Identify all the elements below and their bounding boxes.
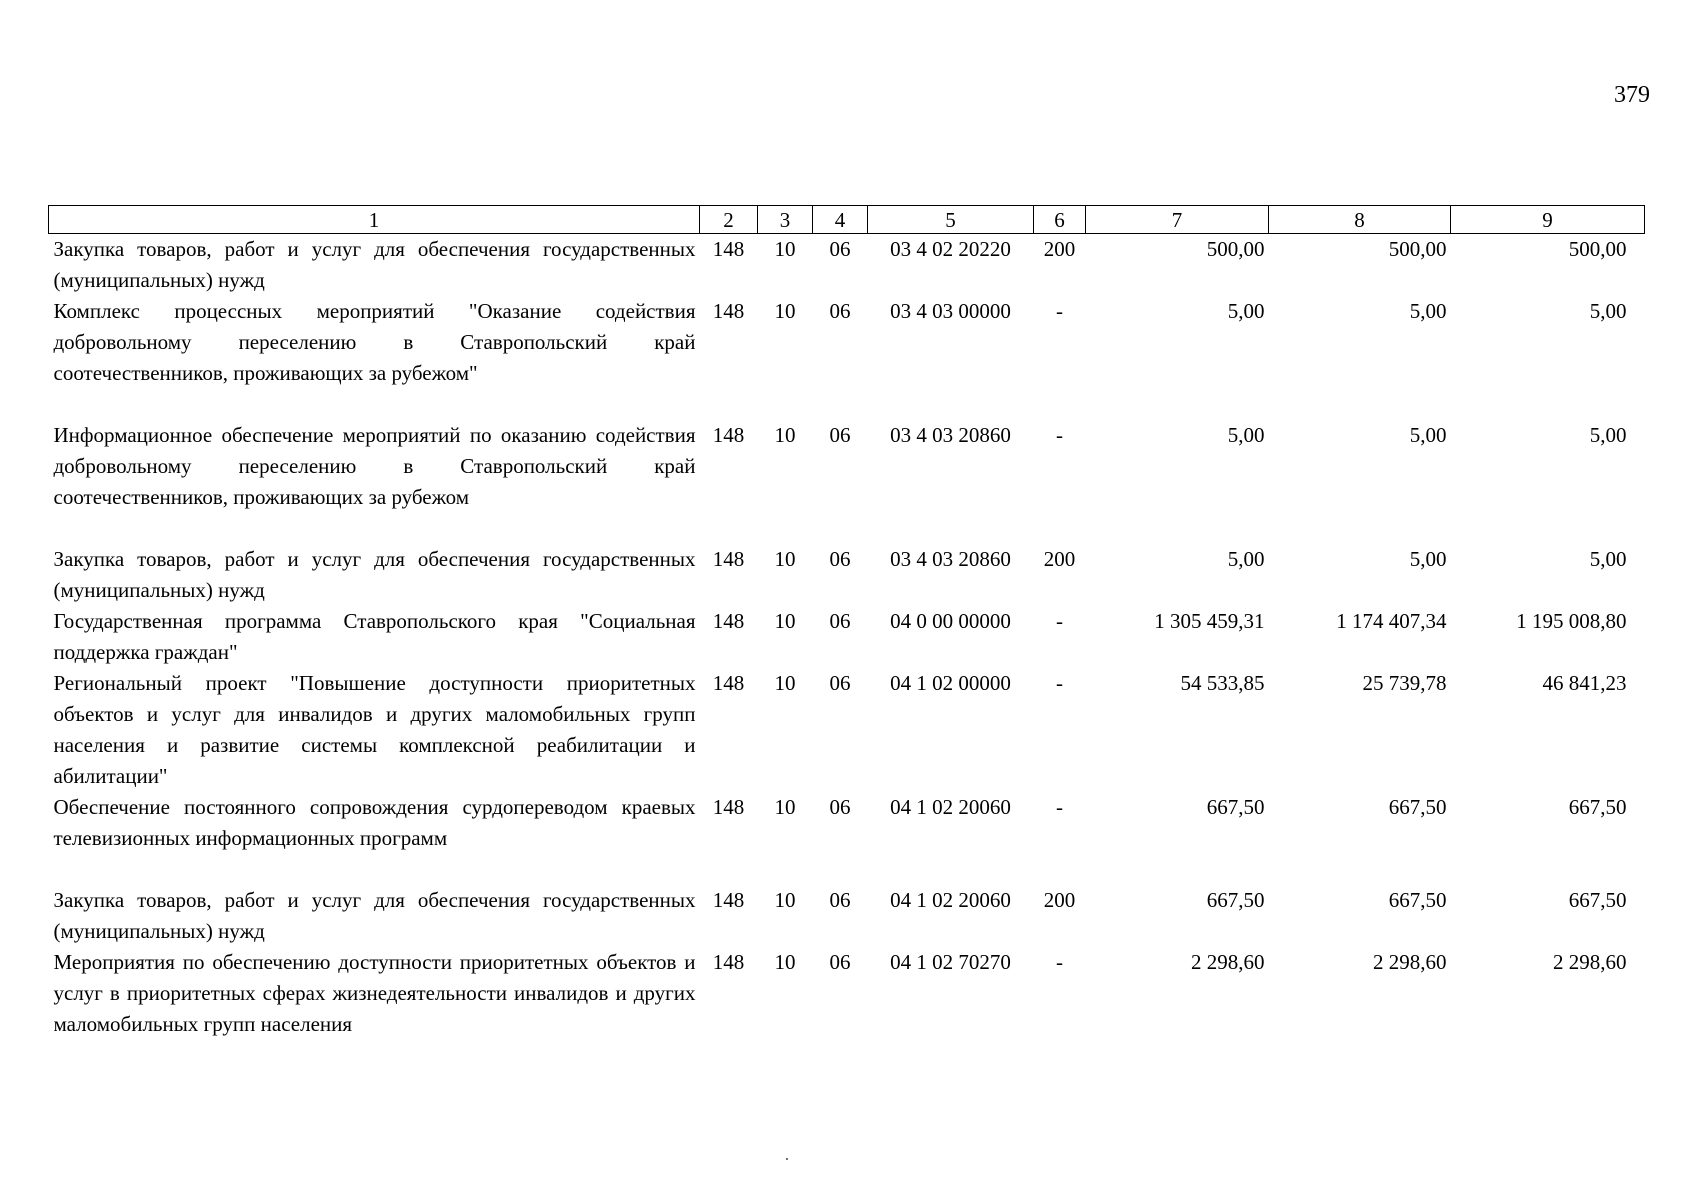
row-name-cell: Комплекс процессных мероприятий "Оказание содействия добровольному переселению в Ставропольский край соотечественников, проживающих за рубежом": [53, 299, 696, 385]
ministry-code-cell: 148: [712, 671, 745, 695]
row-name-cell: Закупка товаров, работ и услуг для обеспечения государственных (муниципальных) нужд: [53, 237, 696, 292]
column-number-header: 9: [1451, 206, 1645, 234]
column-number-header: 8: [1269, 206, 1451, 234]
table-row: [49, 792, 1645, 885]
subsection-code-cell: 06: [829, 795, 851, 819]
column-number-header: 1: [49, 206, 700, 234]
table-row: [49, 234, 1645, 297]
amount-cell: 500,00: [1568, 237, 1627, 261]
section-code-cell: 10: [774, 671, 796, 695]
target-article-cell: 04 0 00 00000: [890, 609, 1011, 633]
page-number: 379: [1614, 82, 1650, 108]
expense-type-cell: 200: [1043, 237, 1076, 261]
amount-cell: 667,50: [1568, 888, 1627, 912]
table-row: [49, 885, 1645, 947]
expense-type-cell: 200: [1043, 547, 1076, 571]
amount-cell: 1 174 407,34: [1336, 609, 1447, 633]
column-number-row: [49, 206, 1645, 234]
scan-speck: [786, 1158, 788, 1160]
amount-cell: 5,00: [1409, 299, 1447, 323]
amount-cell: 1 195 008,80: [1516, 609, 1627, 633]
ministry-code-cell: 148: [712, 299, 745, 323]
ministry-code-cell: 148: [712, 888, 745, 912]
amount-cell: 25 739,78: [1362, 671, 1447, 695]
amount-cell: 667,50: [1206, 795, 1265, 819]
column-number-header: 3: [758, 206, 813, 234]
amount-cell: 5,00: [1227, 547, 1265, 571]
subsection-code-cell: 06: [829, 888, 851, 912]
target-article-cell: 03 4 03 00000: [890, 299, 1011, 323]
section-code-cell: 10: [774, 950, 796, 974]
target-article-cell: 04 1 02 20060: [890, 795, 1011, 819]
amount-cell: 5,00: [1227, 299, 1265, 323]
section-code-cell: 10: [774, 237, 796, 261]
row-name-cell: Закупка товаров, работ и услуг для обеспечения государственных (муниципальных) нужд: [53, 547, 696, 602]
amount-cell: 667,50: [1388, 795, 1447, 819]
amount-cell: 5,00: [1409, 547, 1447, 571]
target-article-cell: 03 4 03 20860: [890, 423, 1011, 447]
amount-cell: 667,50: [1388, 888, 1447, 912]
table-row: [49, 606, 1645, 668]
section-code-cell: 10: [774, 547, 796, 571]
expense-type-cell: -: [1056, 671, 1063, 695]
row-name-cell: Мероприятия по обеспечению доступности приоритетных объектов и услуг в приоритетных сферах жизнедеятельности инвалидов и других маломобильных групп населения: [53, 950, 696, 1036]
table-row: [49, 947, 1645, 1040]
column-number-header: 2: [700, 206, 758, 234]
section-code-cell: 10: [774, 609, 796, 633]
section-code-cell: 10: [774, 423, 796, 447]
amount-cell: 54 533,85: [1180, 671, 1265, 695]
amount-cell: 2 298,60: [1553, 950, 1627, 974]
subsection-code-cell: 06: [829, 237, 851, 261]
amount-cell: 5,00: [1589, 547, 1627, 571]
ministry-code-cell: 148: [712, 609, 745, 633]
subsection-code-cell: 06: [829, 547, 851, 571]
expense-type-cell: 200: [1043, 888, 1076, 912]
target-article-cell: 04 1 02 70270: [890, 950, 1011, 974]
expense-type-cell: -: [1056, 423, 1063, 447]
table-row: [49, 668, 1645, 792]
amount-cell: 2 298,60: [1191, 950, 1265, 974]
amount-cell: 667,50: [1206, 888, 1265, 912]
table-row: [49, 544, 1645, 606]
row-name-cell: Региональный проект "Повышение доступности приоритетных объектов и услуг для инвалидов и других маломобильных групп населения и развитие системы комплексной реабилитации и абилитации": [53, 671, 696, 788]
subsection-code-cell: 06: [829, 299, 851, 323]
amount-cell: 5,00: [1589, 299, 1627, 323]
row-name-cell: Обеспечение постоянного сопровождения сурдопереводом краевых телевизионных информационных программ: [53, 795, 696, 850]
ministry-code-cell: 148: [712, 237, 745, 261]
ministry-code-cell: 148: [712, 950, 745, 974]
expense-type-cell: -: [1056, 795, 1063, 819]
ministry-code-cell: 148: [712, 547, 745, 571]
row-name-cell: Государственная программа Ставропольского края "Социальная поддержка граждан": [53, 609, 696, 664]
column-number-header: 6: [1034, 206, 1086, 234]
amount-cell: 1 305 459,31: [1154, 609, 1265, 633]
row-name-cell: Закупка товаров, работ и услуг для обеспечения государственных (муниципальных) нужд: [53, 888, 696, 943]
amount-cell: 500,00: [1388, 237, 1447, 261]
ministry-code-cell: 148: [712, 423, 745, 447]
target-article-cell: 03 4 02 20220: [890, 237, 1011, 261]
section-code-cell: 10: [774, 888, 796, 912]
table-row: [49, 296, 1645, 420]
amount-cell: 500,00: [1206, 237, 1265, 261]
target-article-cell: 04 1 02 00000: [890, 671, 1011, 695]
table-row: [49, 420, 1645, 544]
amount-cell: 2 298,60: [1373, 950, 1447, 974]
section-code-cell: 10: [774, 795, 796, 819]
expense-type-cell: -: [1056, 609, 1063, 633]
amount-cell: 46 841,23: [1542, 671, 1627, 695]
target-article-cell: 03 4 03 20860: [890, 547, 1011, 571]
expense-type-cell: -: [1056, 299, 1063, 323]
section-code-cell: 10: [774, 299, 796, 323]
amount-cell: 667,50: [1568, 795, 1627, 819]
amount-cell: 5,00: [1589, 423, 1627, 447]
expense-type-cell: -: [1056, 950, 1063, 974]
subsection-code-cell: 06: [829, 671, 851, 695]
amount-cell: 5,00: [1227, 423, 1265, 447]
target-article-cell: 04 1 02 20060: [890, 888, 1011, 912]
column-number-header: 7: [1086, 206, 1269, 234]
subsection-code-cell: 06: [829, 609, 851, 633]
subsection-code-cell: 06: [829, 950, 851, 974]
row-name-cell: Информационное обеспечение мероприятий по оказанию содействия добровольному переселению в Ставропольский край соотечественников, проживающих за рубежом: [53, 423, 696, 509]
subsection-code-cell: 06: [829, 423, 851, 447]
column-number-header: 4: [813, 206, 868, 234]
table-body: [49, 234, 1645, 1041]
budget-table: [48, 205, 1645, 1040]
amount-cell: 5,00: [1409, 423, 1447, 447]
column-number-header: 5: [868, 206, 1034, 234]
ministry-code-cell: 148: [712, 795, 745, 819]
